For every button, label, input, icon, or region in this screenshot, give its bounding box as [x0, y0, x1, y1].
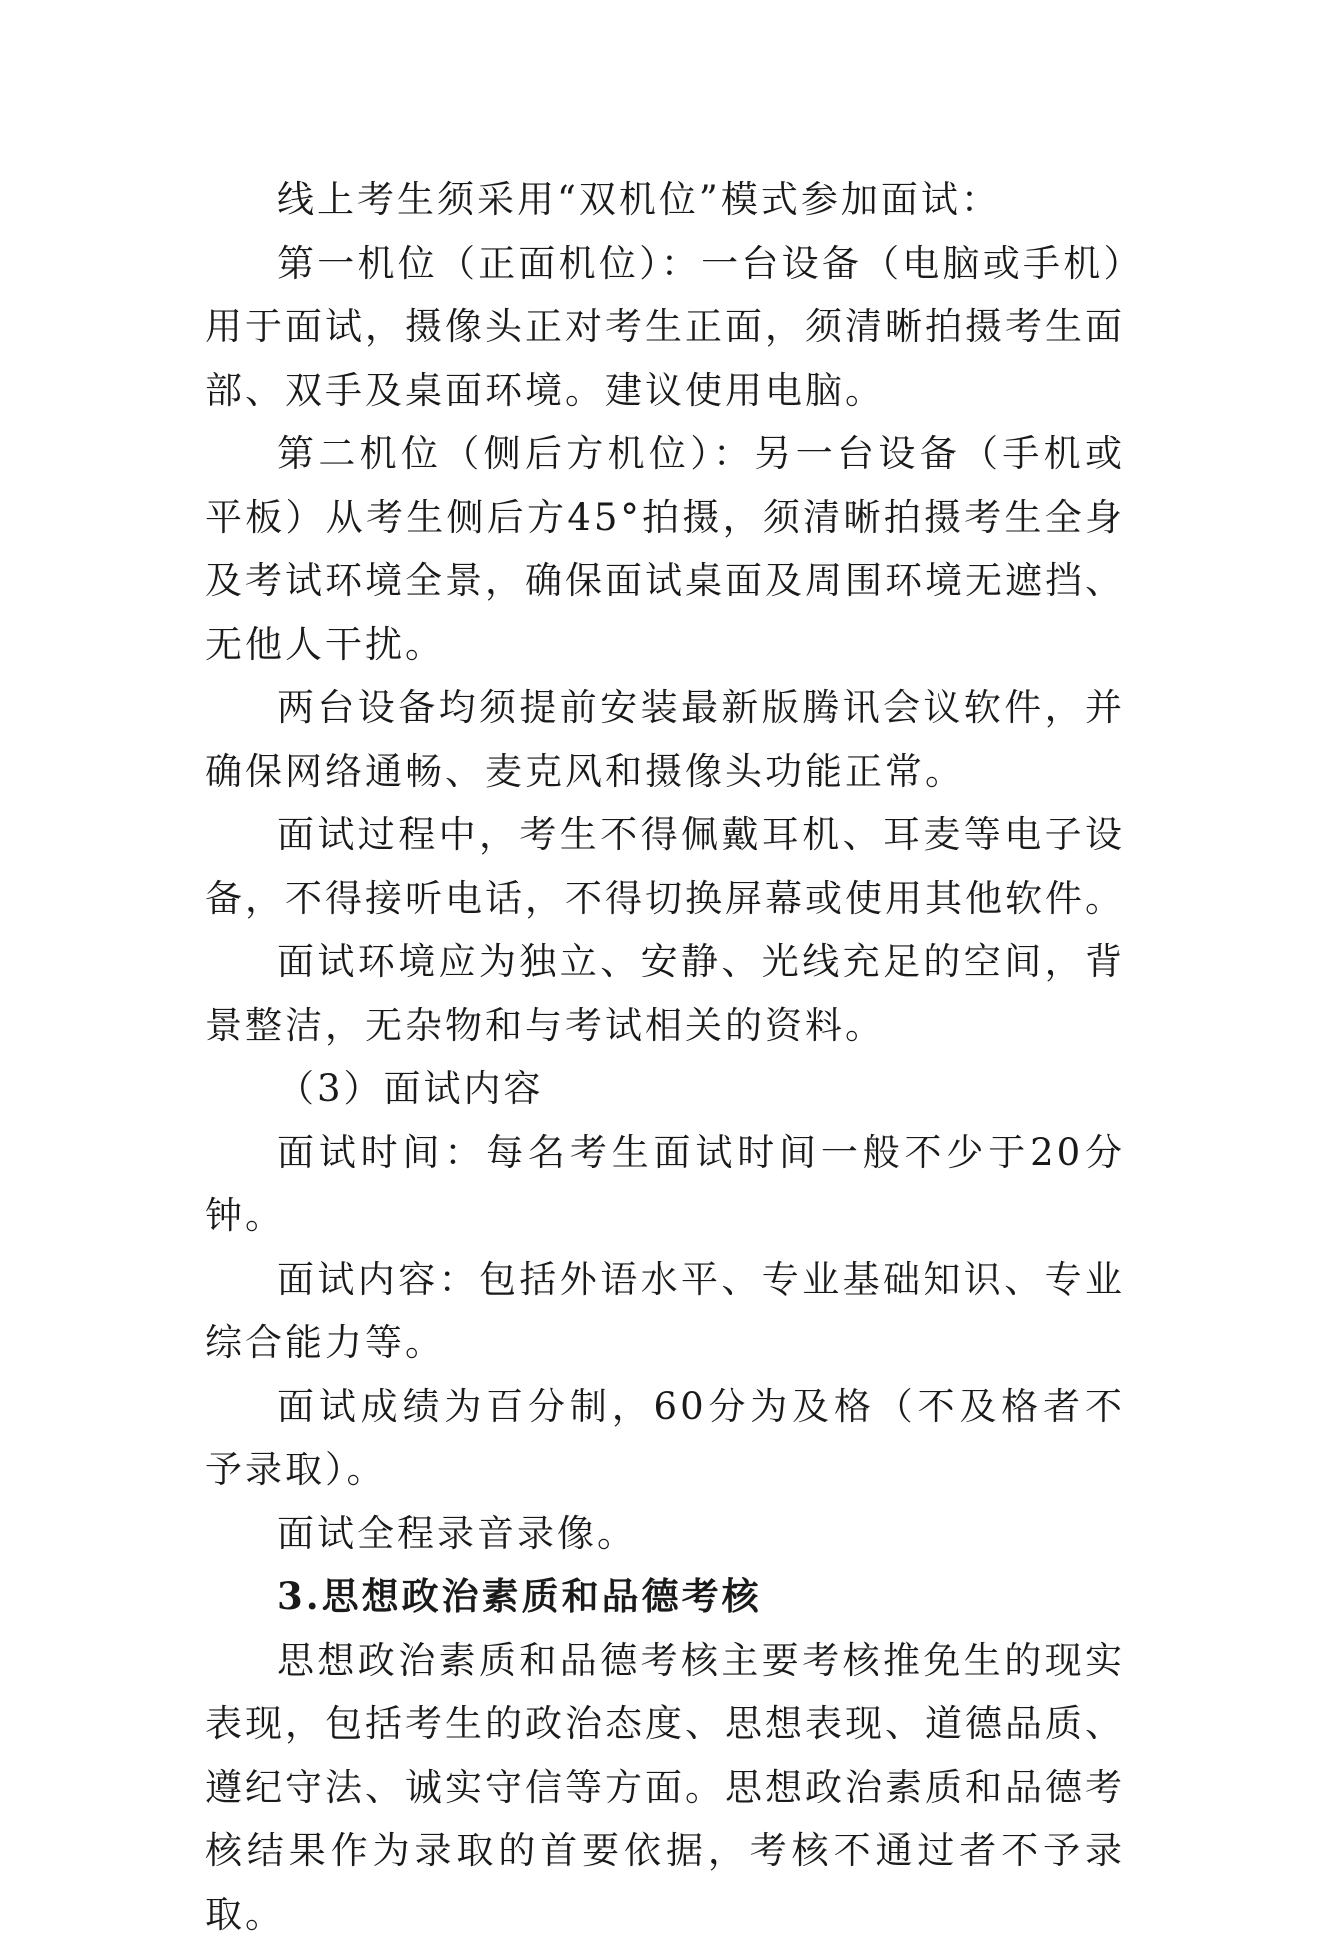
paragraph-second-camera: 第二机位（侧后方机位）：另一台设备（手机或平板）从考生侧后方45°拍摄，须清晰拍摄考生全身及考试环境全景，确保面试桌面及周围环境无遮挡、无他人干扰。: [205, 422, 1125, 676]
paragraph-interview-conduct: 面试过程中，考生不得佩戴耳机、耳麦等电子设备，不得接听电话，不得切换屏幕或使用其他软件。: [205, 803, 1125, 930]
document-body: [205, 168, 1125, 1946]
paragraph-interview-duration: 面试时间：每名考生面试时间一般不少于20分钟。: [205, 1121, 1125, 1248]
paragraph-interview-recording: 面试全程录音录像。: [205, 1502, 1125, 1566]
paragraph-first-camera: 第一机位（正面机位）：一台设备（电脑或手机）用于面试，摄像头正对考生正面，须清晰拍摄考生面部、双手及桌面环境。建议使用电脑。: [205, 232, 1125, 423]
paragraph-interview-scoring: 面试成绩为百分制，60分为及格（不及格者不予录取）。: [205, 1375, 1125, 1502]
paragraph-interview-topics: 面试内容：包括外语水平、专业基础知识、专业综合能力等。: [205, 1248, 1125, 1375]
paragraph-dual-camera-intro: 线上考生须采用“双机位”模式参加面试：: [205, 168, 1125, 232]
paragraph-software-requirement: 两台设备均须提前安装最新版腾讯会议软件，并确保网络通畅、麦克风和摄像头功能正常。: [205, 676, 1125, 803]
subsection-heading-interview-content: （3）面试内容: [205, 1057, 1125, 1121]
section-heading-political-assessment: 3.思想政治素质和品德考核: [205, 1565, 1125, 1629]
paragraph-political-assessment: 思想政治素质和品德考核主要考核推免生的现实表现，包括考生的政治态度、思想表现、道德品质、遵纪守法、诚实守信等方面。思想政治素质和品德考核结果作为录取的首要依据，考核不通过者不予录取。: [205, 1629, 1125, 1946]
paragraph-interview-environment: 面试环境应为独立、安静、光线充足的空间，背景整洁，无杂物和与考试相关的资料。: [205, 930, 1125, 1057]
